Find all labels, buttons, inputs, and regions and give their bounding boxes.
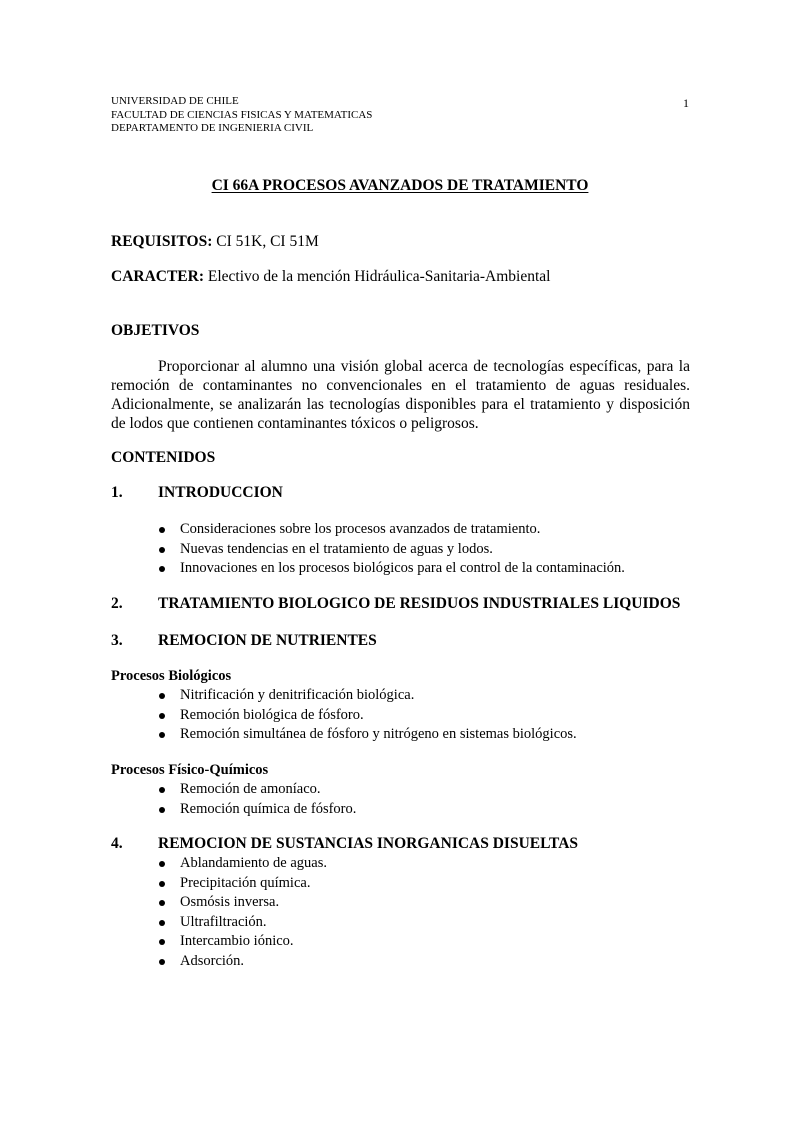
list-item: Precipitación química.: [158, 874, 327, 894]
section-3-heading: [111, 632, 377, 650]
requisitos-label: REQUISITOS:: [111, 233, 213, 250]
subsection-biologicos-heading: Procesos Biológicos: [111, 668, 232, 684]
page-number: 1: [683, 96, 689, 110]
list-item: Remoción química de fósforo.: [158, 800, 356, 820]
header-department: DEPARTAMENTO DE INGENIERIA CIVIL: [111, 122, 314, 134]
section-3-number: 3.: [111, 632, 123, 649]
section-2-number: 2.: [111, 595, 123, 612]
caracter-value: Electivo de la mención Hidráulica-Sanitaria-Ambiental: [204, 268, 551, 285]
list-item: Ultrafiltración.: [158, 913, 327, 933]
list-item: Ablandamiento de aguas.: [158, 854, 327, 874]
list-item: Remoción de amoníaco.: [158, 780, 356, 800]
section-1-number: 1.: [111, 484, 123, 501]
institution-header: [111, 95, 372, 136]
section-2-heading: [111, 595, 680, 613]
subsection-biologicos-list: [158, 686, 577, 745]
list-item: Osmósis inversa.: [158, 893, 327, 913]
list-item: Adsorción.: [158, 952, 327, 972]
objetivos-heading: OBJETIVOS: [111, 322, 200, 339]
subsection-fisicoquimicos-list: [158, 780, 356, 819]
list-item: Nuevas tendencias en el tratamiento de aguas y lodos.: [158, 540, 625, 560]
section-4-title: REMOCION DE SUSTANCIAS INORGANICAS DISUELTAS: [158, 835, 579, 852]
section-1-heading: [111, 484, 283, 502]
list-item: Remoción biológica de fósforo.: [158, 706, 577, 726]
objetivos-paragraph: Proporcionar al alumno una visión global acerca de tecnologías específicas, para la remoción de contaminantes no convencionales en el tratamiento de aguas residuales. Adicionalmente, se analizarán las tecnologías disponibles para el tratamiento y disposición de lodos que contienen contaminantes tóxicos o peligrosos.: [111, 358, 690, 432]
list-item: Consideraciones sobre los procesos avanzados de tratamiento.: [158, 520, 625, 540]
list-item: Innovaciones en los procesos biológicos para el control de la contaminación.: [158, 559, 625, 579]
header-university: UNIVERSIDAD DE CHILE: [111, 95, 239, 107]
section-1-title: INTRODUCCION: [158, 484, 283, 501]
list-item: Remoción simultánea de fósforo y nitrógeno en sistemas biológicos.: [158, 725, 577, 745]
section-4-list: [158, 854, 327, 971]
list-item: Nitrificación y denitrificación biológica.: [158, 686, 577, 706]
requisitos-line: [111, 232, 690, 251]
contenidos-heading: CONTENIDOS: [111, 449, 216, 466]
caracter-line: [111, 267, 690, 286]
course-title-text: CI 66A PROCESOS AVANZADOS DE TRATAMIENTO: [211, 177, 589, 194]
section-1-list: [158, 520, 625, 579]
header-faculty: FACULTAD DE CIENCIAS FISICAS Y MATEMATICAS: [111, 108, 373, 121]
section-4-heading: [111, 835, 578, 853]
section-2-title: TRATAMIENTO BIOLOGICO DE RESIDUOS INDUSTRIALES LIQUIDOS: [158, 595, 681, 612]
section-4-number: 4.: [111, 835, 123, 852]
course-title: [0, 177, 800, 195]
requisitos-value: CI 51K, CI 51M: [212, 233, 319, 250]
section-3-title: REMOCION DE NUTRIENTES: [158, 632, 377, 649]
caracter-label: CARACTER:: [111, 268, 204, 285]
subsection-fisicoquimicos-heading: Procesos Físico-Químicos: [111, 762, 269, 778]
list-item: Intercambio iónico.: [158, 932, 327, 952]
